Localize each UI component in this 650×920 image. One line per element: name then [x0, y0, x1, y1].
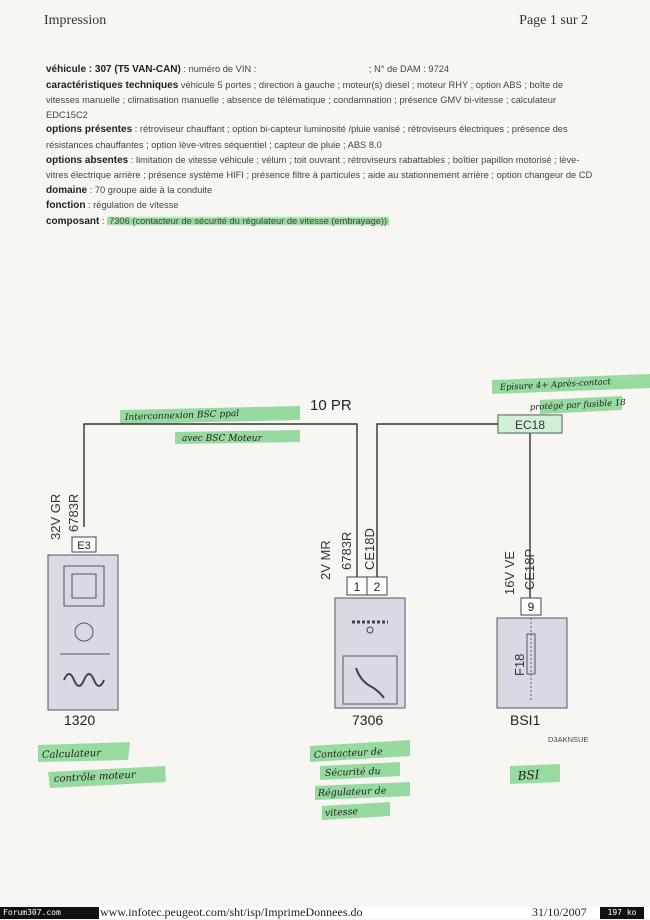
ec18-connector [498, 415, 562, 433]
domaine-label: domaine [46, 184, 88, 196]
note-interconnexion-1: Interconnexion BSC ppal [124, 409, 240, 423]
middle-wire-code2: CE18D [362, 528, 377, 570]
vehicle-label: véhicule : 307 (T5 VAN-CAN) [46, 64, 181, 75]
left-wire-color: 32V GR [48, 493, 63, 540]
component-bsi1 [497, 549, 567, 728]
middle-wire-code1: 6783R [339, 531, 354, 570]
options-present-text: : rétroviseur chauffant ; option bi-capteur luminosité /pluie vanisé ; rétroviseurs électriques ; présence des résistances chauffantes ; option lève-vitres séquentiel ; capteur de pluie ; ABS 8.0 [46, 124, 568, 150]
carac-label: caractéristiques techniques [46, 79, 179, 91]
wires [84, 424, 530, 598]
note-epissure-2: protégé par fusible 18 [529, 397, 626, 413]
left-wire-code: 6783R [66, 493, 81, 532]
note-interconnexion-2: avec BSC Moteur [182, 434, 262, 444]
carac-text: véhicule 5 portes ; direction à gauche ; moteur(s) diesel ; moteur RHY ; option ABS ; boîte de vitesses manuelle ; climatisation manuelle ; absence de télématique ; condamnation ; présence GMV bi-vitesse ; calculateur EDC15C2 [46, 79, 564, 120]
left-component-label: 1320 [64, 712, 96, 728]
middle-component-label: 7306 [352, 712, 384, 728]
fonction-label: fonction [46, 200, 86, 212]
right-component-label: BSI1 [510, 712, 541, 728]
page-number: Page 1 sur 2 [519, 13, 588, 28]
note-contact-1: Contacteur de [313, 746, 383, 761]
domaine-text: : 70 groupe aide à la conduite [87, 184, 213, 195]
forum-badge: Forum307.com [0, 907, 99, 919]
right-pin: 9 [527, 600, 535, 614]
bus-wire-left [84, 424, 357, 577]
composant-label: composant [46, 215, 100, 227]
fuse-label: F18 [512, 653, 527, 676]
component-1320 [48, 494, 118, 728]
middle-pin2: 2 [373, 580, 381, 594]
options-absent-text: : limitation de vitesse véhicule ; vélum ; toit ouvrant ; rétroviseurs rabattables ; boîtier papillon motorisé ; lève-vitres électrique arrière ; présence système HIFI ; présence filtre à particules ; aide au stationnement arrière ; option changeur de CD [46, 154, 593, 181]
ec18-label: EC18 [514, 418, 546, 432]
component-7306 [318, 528, 405, 728]
note-bsi: BSI [517, 767, 540, 783]
dam-label: ; N° de DAM : 9724 [366, 64, 450, 74]
right-wire-code: CE18P [522, 548, 537, 590]
fonction-text: : régulation de vitesse [85, 200, 179, 211]
note-contact-3: Régulateur de [317, 785, 387, 799]
footer-url[interactable]: www.infotec.peugeot.com/sht/isp/ImprimeDonnees.do [100, 905, 363, 919]
composant-text: 7306 (contacteur de sécurité du régulateur de vitesse (embrayage)) [109, 215, 388, 226]
file-size-badge: 197 ko [600, 907, 644, 919]
right-wire-color: 16V VE [502, 550, 517, 595]
left-connector-label: E3 [77, 540, 91, 552]
composant-sep: : [99, 215, 108, 226]
document-title: Impression [44, 13, 107, 28]
note-epissure-1: Episure 4+ Après-contact [499, 377, 612, 393]
vin-label: : numéro de VIN : [180, 64, 257, 74]
middle-pin1: 1 [353, 580, 361, 594]
middle-wire-color: 2V MR [318, 540, 333, 580]
footer-date: 31/10/2007 [532, 905, 587, 919]
ref-code: D3AKNSUE [548, 735, 589, 744]
note-contact-4: vitesse [324, 806, 359, 819]
note-contact-2: Sécurité du [324, 766, 381, 779]
note-calc-2: contrôle moteur [53, 769, 136, 785]
bus-wire-right [377, 424, 498, 577]
options-absent-label: options absentes [46, 154, 129, 166]
options-present-label: options présentes [46, 124, 133, 136]
note-calc-1: Calculateur [41, 747, 102, 761]
bus-label: 10 PR [310, 397, 352, 414]
